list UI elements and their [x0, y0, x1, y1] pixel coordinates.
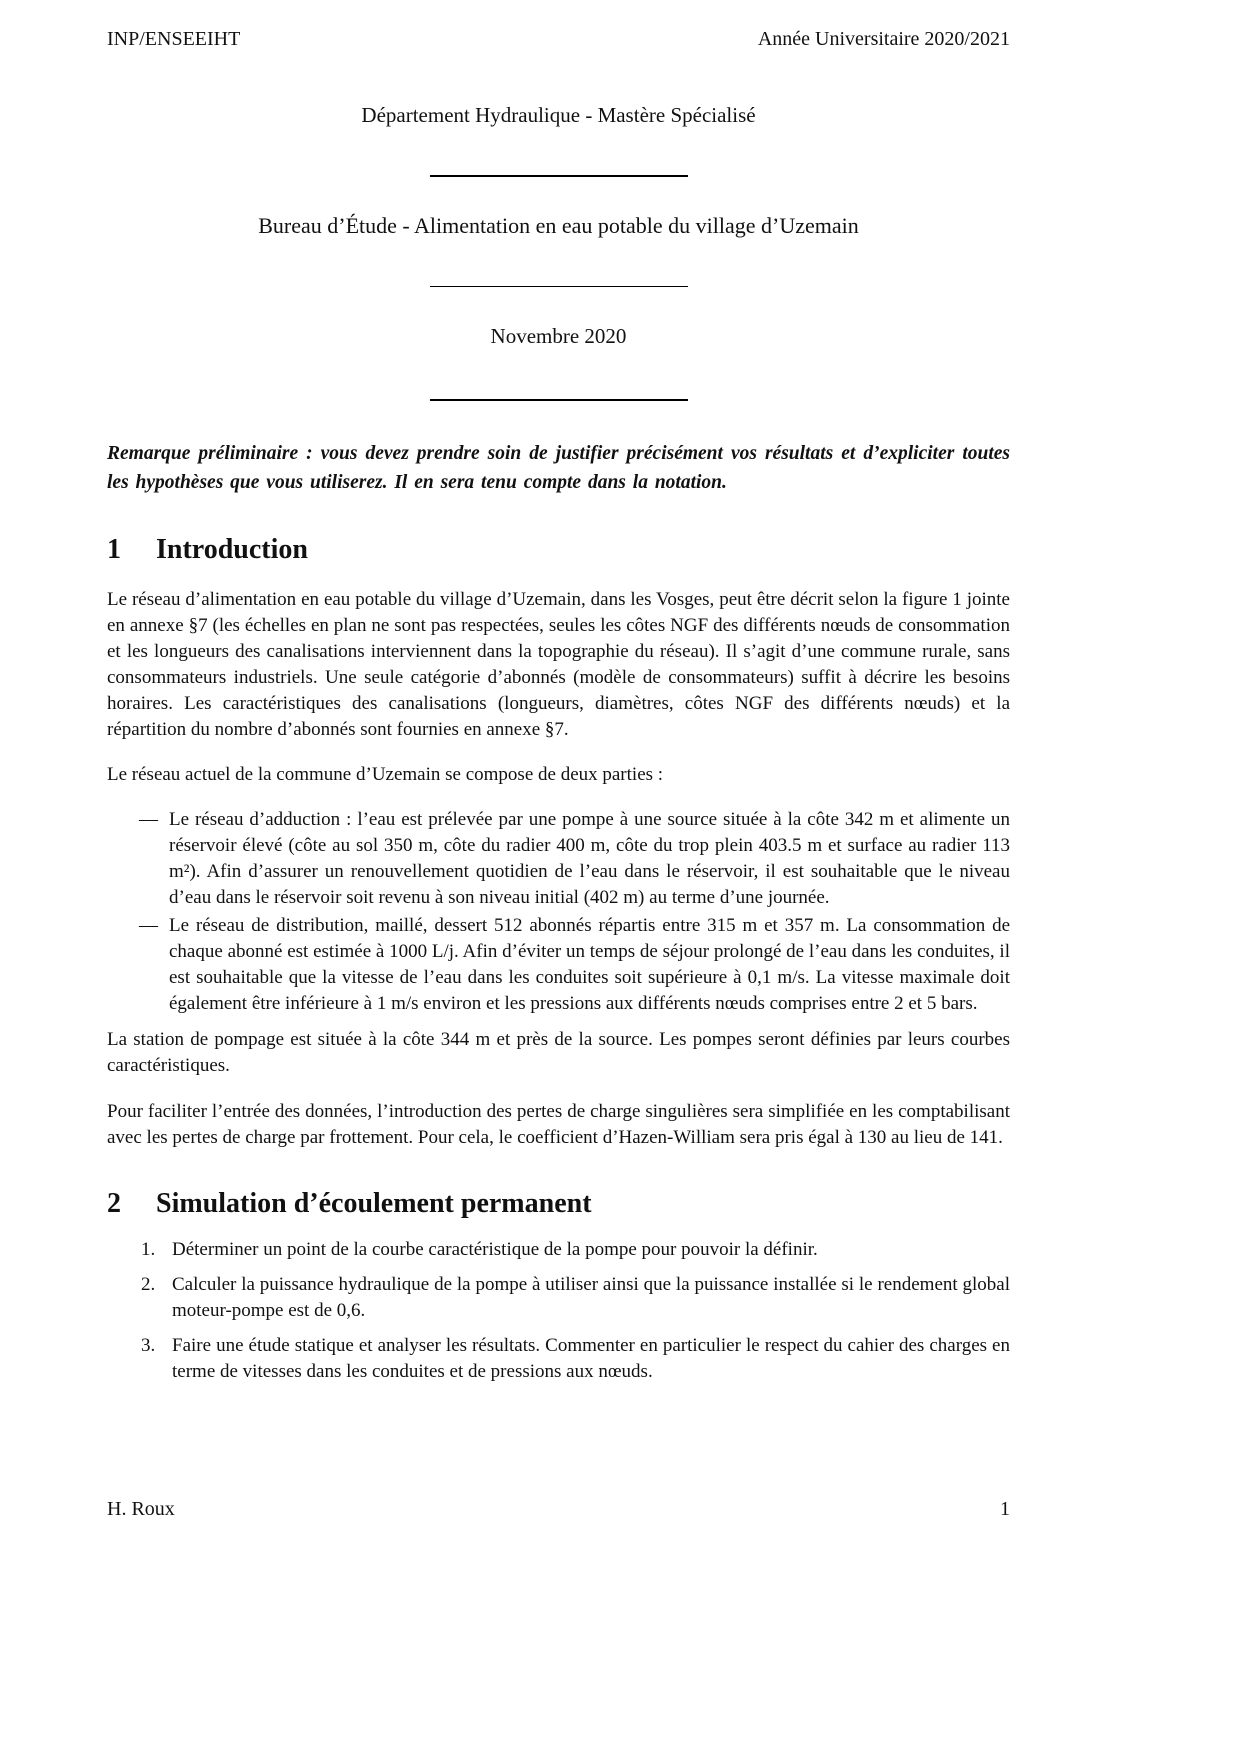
section-1-title: Introduction	[156, 533, 308, 565]
separator-rule	[430, 175, 688, 177]
document-title: Bureau d’Étude - Alimentation en eau potable du village d’Uzemain	[258, 212, 859, 238]
footer-author: H. Roux	[107, 1498, 175, 1520]
section-1-heading	[107, 533, 1010, 567]
running-header	[107, 26, 1010, 52]
preliminary-remark: Remarque préliminaire : vous devez prendre soin de justifier précisément vos résultats et d’expliciter toutes les hypothèses que vous utiliserez. Il en sera tenu compte dans la notation.	[107, 442, 1010, 493]
dash-bullet: —	[139, 808, 158, 830]
numbered-list-item	[141, 1272, 1010, 1324]
section-1-paragraph-1: Le réseau d’alimentation en eau potable du village d’Uzemain, dans les Vosges, peut être décrit selon la figure 1 jointe en annexe §7 (les échelles en plan ne sont pas respectées, seules les côtes NGF des différents nœuds de consommation et les longueurs des canalisations interviennent dans la topographie du réseau). Il s’agit d’une commune rurale, sans consommateurs industriels. Une seule catégorie d’abonnés (modèle de consommateurs) suffit à décrire les besoins horaires. Les caractéristiques des canalisations (longueurs, diamètres, côtes NGF des différents nœuds) et la répartition du nombre d’abonnés sont fournies en annexe §7.	[107, 588, 1010, 740]
item-number: 3.	[141, 1334, 156, 1356]
section-1-paragraph-4: Pour faciliter l’entrée des données, l’introduction des pertes de charge singulières sera simplifiée en les comptabilisant avec les pertes de charge par frottement. Pour cela, le coefficient d’Hazen-William sera pris égal à 130 au lieu de 141.	[107, 1100, 1010, 1148]
section-1-paragraph-2-intro: Le réseau actuel de la commune d’Uzemain se compose de deux parties :	[107, 763, 664, 785]
dash-bullet: —	[139, 914, 158, 936]
title-block	[107, 102, 1010, 401]
section-2-heading	[107, 1187, 1010, 1221]
numbered-list-item	[141, 1333, 1010, 1385]
list-item-text: Calculer la puissance hydraulique de la pompe à utiliser ainsi que la puissance installée si le rendement global moteur-pompe est de 0,6.	[172, 1273, 1010, 1321]
document-date: Novembre 2020	[490, 324, 627, 348]
list-item-text: Le réseau de distribution, maillé, dessert 512 abonnés répartis entre 315 m et 357 m. La consommation de chaque abonné est estimée à 1000 L/j. Afin d’éviter un temps de séjour prolongé de l’eau dans les conduites, il est souhaitable que la vitesse de l’eau dans les conduites soit supérieure à 0,1 m/s. La vitesse maximale doit également être inférieure à 1 m/s environ et les pressions aux différents nœuds comprises entre 2 et 5 bars.	[169, 914, 1010, 1014]
list-item	[139, 807, 1010, 911]
section-2-number: 2	[107, 1187, 121, 1219]
department-line: Département Hydraulique - Mastère Spécialisé	[361, 103, 756, 127]
numbered-list-item	[141, 1237, 1010, 1263]
header-academic-year: Année Universitaire 2020/2021	[757, 28, 1010, 50]
item-number: 1.	[141, 1238, 156, 1260]
section-1-paragraph-3: La station de pompage est située à la côte 344 m et près de la source. Les pompes seront définies par leurs courbes caractéristiques.	[107, 1028, 1010, 1076]
header-institution: INP/ENSEEIHT	[107, 28, 241, 50]
list-item-text: Faire une étude statique et analyser les résultats. Commenter en particulier le respect du cahier des charges en terme de vitesses dans les conduites et de pressions aux nœuds.	[172, 1334, 1010, 1382]
section-1-number: 1	[107, 533, 121, 565]
list-item-text: Déterminer un point de la courbe caractéristique de la pompe pour pouvoir la définir.	[172, 1238, 818, 1260]
footer-page-number: 1	[1000, 1498, 1010, 1520]
separator-rule	[430, 286, 688, 288]
item-number: 2.	[141, 1273, 156, 1295]
network-parts-list	[107, 807, 1010, 1017]
running-footer	[107, 1496, 1010, 1522]
separator-rule	[430, 399, 688, 401]
list-item-text: Le réseau d’adduction : l’eau est prélevée par une pompe à une source située à la côte 342 m et alimente un réservoir élevé (côte au sol 350 m, côte du radier 400 m, côte du trop plein 403.5 m et surface au radier 113 m²). Afin d’assurer un renouvellement quotidien de l’eau dans le réservoir, il est souhaitable que le niveau d’eau dans le réservoir soit revenu à son niveau initial (402 m) au terme d’une journée.	[169, 808, 1010, 908]
section-2-title: Simulation d’écoulement permanent	[156, 1187, 592, 1219]
section-2-question-list	[107, 1237, 1010, 1385]
list-item	[139, 913, 1010, 1017]
